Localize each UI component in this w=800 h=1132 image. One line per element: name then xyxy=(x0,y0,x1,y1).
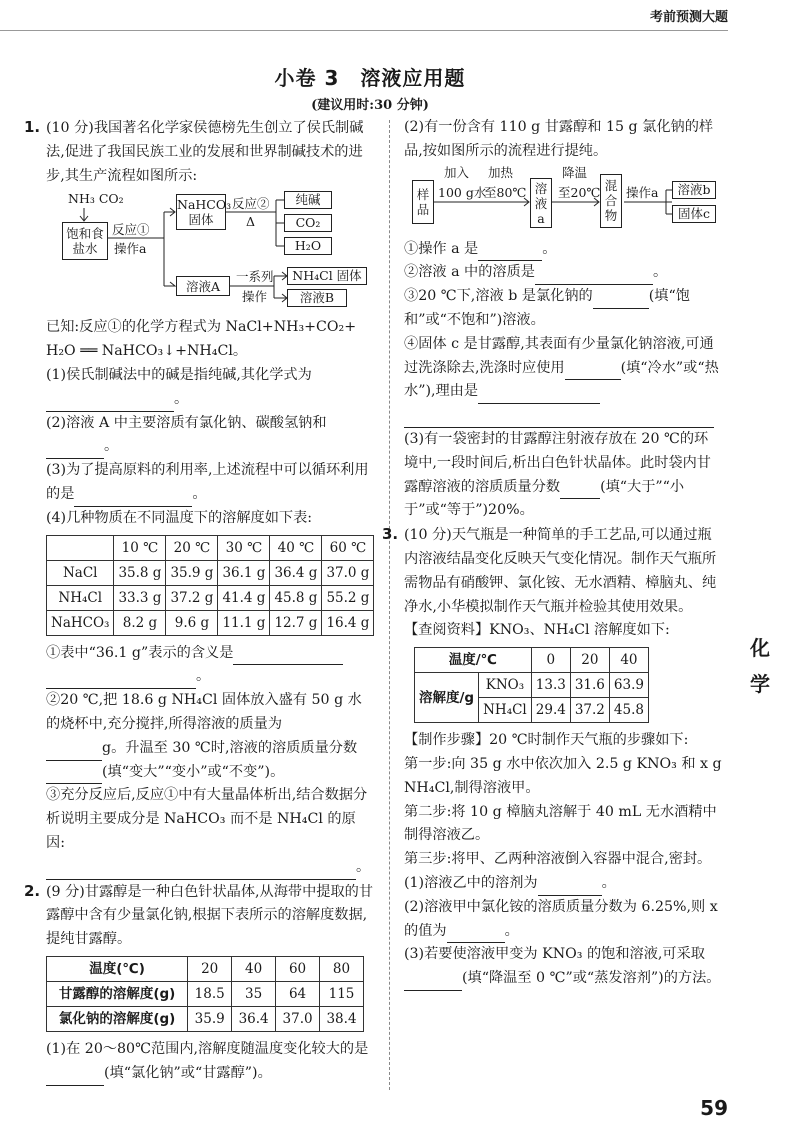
q1-part3 xyxy=(46,459,374,507)
q2-flow-cool: 降温 xyxy=(562,164,588,180)
q3-steps-title: 【制作步骤】20 ℃时制作天气瓶的步骤如下: xyxy=(404,732,689,749)
header-cell: 温度(℃) xyxy=(47,956,188,981)
brine-label-2: 盐水 xyxy=(72,241,98,257)
table-cell: 55.2 g xyxy=(322,585,374,610)
q1-flow-op: 操作 xyxy=(242,289,268,305)
table-cell: 41.4 g xyxy=(218,585,270,610)
q1-flow-nh4cl: NH₄Cl 固体 xyxy=(287,267,367,285)
table-cell: 13.3 xyxy=(531,673,570,698)
q1-flow-h2o: H₂O xyxy=(284,237,332,255)
q3-intro-text: (10 分)天气瓶是一种简单的手工艺品,可以通过瓶内溶液结晶变化反映天气变化情况。制作天气瓶所需物品有硝酸钾、氯化铵、无水酒精、樟脑丸、纯净水,小华模拟制作天气瓶并检验其使用效果。 xyxy=(404,527,717,615)
header-cell: 40 xyxy=(232,956,276,981)
q2-intro xyxy=(24,880,374,952)
header-cell: 20 xyxy=(570,648,609,673)
q1-sub3-answer xyxy=(46,856,374,880)
q1-flow-react1: 反应① xyxy=(112,222,150,238)
q1-known-2: H₂O ══ NaHCO₃↓+NH₄Cl。 xyxy=(46,343,248,360)
row-label: NaCl xyxy=(47,560,114,585)
q2-flow-add: 加入 xyxy=(444,164,470,180)
q1-s1-text: ①表中“36.1 g”表示的含义是 xyxy=(46,644,234,661)
q1-flow-nahco3 xyxy=(176,194,232,230)
q1-p2-end: 。 xyxy=(104,438,119,455)
table-cell: 38.4 xyxy=(320,1006,364,1031)
q1-known-1: 已知:反应①的化学方程式为 NaCl+NH₃+CO₂+ xyxy=(46,319,357,336)
q2-s1-end: 。 xyxy=(542,240,557,257)
q2-sub4 xyxy=(404,333,722,404)
side-tab-char-1: 化 xyxy=(750,636,770,660)
q3-part2 xyxy=(404,896,722,944)
table-cell: 35 xyxy=(232,981,276,1006)
row-group-label: 溶解度/g xyxy=(415,673,479,723)
q1-s3-end: 。 xyxy=(356,858,371,875)
table-row xyxy=(47,981,364,1006)
solution-label-1: 溶 xyxy=(534,180,548,196)
q2-sub2 xyxy=(404,261,722,285)
q2-part1 xyxy=(46,1038,374,1062)
row-label: NaHCO₃ xyxy=(47,610,114,635)
header-cell: 0 xyxy=(531,648,570,673)
sample-label-1: 样 xyxy=(416,186,430,202)
table-cell: 115 xyxy=(320,981,364,1006)
table-cell: 37.2 xyxy=(570,698,609,723)
subject-side-tab xyxy=(734,630,786,702)
q2-p3b-text: (填“大于”“小于”或“等于”)20%。 xyxy=(404,478,685,519)
q2-part3 xyxy=(404,428,722,523)
q2-flow-mixture xyxy=(600,174,622,228)
solution-label-2: 液 xyxy=(534,195,548,211)
q1-flow-soln-b: 溶液B xyxy=(287,289,347,307)
q2-sub4-answer xyxy=(404,404,722,428)
q1-part1 xyxy=(46,364,374,388)
header-cell: 60 ℃ xyxy=(322,535,374,560)
mixture-label-2: 合 xyxy=(604,192,618,208)
q1-flow-opa: 操作a xyxy=(114,241,147,257)
table-cell: 12.7 g xyxy=(270,610,322,635)
table-cell: 35.8 g xyxy=(114,560,166,585)
table-cell: 35.9 xyxy=(188,1006,232,1031)
q1-flow-brine xyxy=(62,222,108,260)
side-tab-char-2: 学 xyxy=(750,672,770,696)
q2-s4-blank-2[interactable] xyxy=(478,387,600,404)
q3-part1 xyxy=(404,872,722,896)
table-row xyxy=(47,585,374,610)
q1-p3-blank[interactable] xyxy=(74,490,192,507)
q1-p2-blank[interactable] xyxy=(46,442,104,459)
table-cell: 18.5 xyxy=(188,981,232,1006)
q1-p2-text: (2)溶液 A 中主要溶质有氯化钠、碳酸氢钠和 xyxy=(46,414,327,431)
page-title: 小卷 3 溶液应用题 xyxy=(274,66,466,90)
q1-s3-blank[interactable] xyxy=(46,863,356,880)
q2-s2-text: ②溶液 a 中的溶质是 xyxy=(404,264,535,281)
q1-intro xyxy=(24,116,374,188)
q2-part1-answer xyxy=(46,1062,374,1086)
q2-s2-end: 。 xyxy=(652,264,668,281)
q2-flow-to80: 至80℃ xyxy=(484,184,527,200)
q1-part4: (4)几种物质在不同温度下的溶解度如下表: xyxy=(46,509,313,526)
table-row xyxy=(47,1006,364,1031)
q1-s2c-text: (填“变大”“变小”或“不变”)。 xyxy=(102,763,285,780)
q3-intro xyxy=(382,523,722,619)
q1-s2-blank-2[interactable] xyxy=(46,767,102,784)
q2-flow-sample xyxy=(412,180,434,224)
q2-s4b-text: (填“冷水”或“热水”),理由是 xyxy=(404,359,719,400)
header-cell: 温度/℃ xyxy=(415,648,532,673)
table-row xyxy=(415,673,649,698)
q1-s1-end: 。 xyxy=(196,668,211,685)
q2-s1-text: ①操作 a 是 xyxy=(404,240,479,257)
q1-flow-react2: 反应② xyxy=(232,196,270,212)
q1-sub3 xyxy=(46,784,374,855)
header-cell: 80 xyxy=(320,956,364,981)
q3-p2-end: 。 xyxy=(504,922,519,939)
q2-solubility-table xyxy=(46,956,364,1032)
q2-s2-blank[interactable] xyxy=(535,268,653,285)
q2-p1-blank[interactable] xyxy=(46,1069,104,1086)
q2-p1a-text: (1)在 20～80℃范围内,溶解度随温度变化较大的是 xyxy=(46,1040,369,1057)
header-cell: 40 ℃ xyxy=(270,535,322,560)
q1-number: 1. xyxy=(24,118,41,136)
q1-part2 xyxy=(46,412,374,436)
q1-sub2 xyxy=(46,689,374,737)
q2-part2: (2)有一份含有 110 g 甘露醇和 15 g 氯化钠的样品,按如图所示的流程进行提纯。 xyxy=(404,119,714,159)
table-cell: 37.2 g xyxy=(166,585,218,610)
q3-step3: 第三步:将甲、乙两种溶液倒入容器中混合,密封。 xyxy=(404,851,712,868)
table-cell: 16.4 g xyxy=(322,610,374,635)
table-cell: 45.8 g xyxy=(270,585,322,610)
q2-p3a-text: (3)有一袋密封的甘露醇注射液存放在 20 ℃的环境中,一段时间后,析出白色针状晶体。此时袋内甘露醇溶液的溶质质量分数 xyxy=(404,430,711,495)
q3-p3a-text: (3)若要使溶液甲变为 KNO₃ 的饱和溶液,可采取 xyxy=(404,946,705,963)
table-cell: 36.1 g xyxy=(218,560,270,585)
table-cell: 31.6 xyxy=(570,673,609,698)
right-column xyxy=(382,116,722,991)
q1-p1-blank[interactable] xyxy=(46,395,174,412)
table-cell: 64 xyxy=(276,981,320,1006)
table-header-row xyxy=(47,956,364,981)
q2-s3b-text: (填“饱和”或“不饱和”)溶液。 xyxy=(404,288,690,328)
q3-step2: 第二步:将 10 g 樟脑丸溶解于 40 mL 无水酒精中制得溶液乙。 xyxy=(404,803,717,844)
q1-part2-answer xyxy=(46,435,374,459)
row-label: 甘露醇的溶解度(g) xyxy=(47,981,188,1006)
header-cell: 20 xyxy=(188,956,232,981)
header-cell xyxy=(47,535,114,560)
q2-flow-diagram xyxy=(404,166,722,236)
q2-flow-solid-c: 固体c xyxy=(672,205,716,223)
series-label: 考前预测大题 xyxy=(649,10,728,25)
q3-number: 3. xyxy=(382,525,399,544)
nahco3-label: NaHCO₃ xyxy=(177,197,232,213)
q1-p3-text: (3)为了提高原料的利用率,上述流程中可以循环利用的是 xyxy=(46,462,369,502)
q1-flow-soda: 纯碱 xyxy=(284,191,332,209)
table-cell: 29.4 xyxy=(531,698,570,723)
q3-step1: 第一步:向 35 g 水中依次加入 2.5 g KNO₃ 和 x g NH₄Cl,制得溶液甲。 xyxy=(404,755,722,796)
time-hint: (建议用时:30 分钟) xyxy=(311,98,429,113)
q3-p2a-text: (2)溶液甲中氯化铵的溶质质量分数为 6.25%,则 x 的值为 xyxy=(404,898,718,939)
q1-p3-end: 。 xyxy=(192,485,207,502)
table-cell: 8.2 g xyxy=(114,610,166,635)
column-divider xyxy=(389,120,390,1090)
q2-flow-water: 100 g水 xyxy=(438,184,487,200)
q2-flow-to20: 至20℃ xyxy=(558,184,601,200)
q2-p1b-text: (填“氯化钠”或“甘露醇”)。 xyxy=(104,1064,272,1081)
table-cell: 37.0 xyxy=(276,1006,320,1031)
q2-intro-text: (9 分)甘露醇是一种白色针状晶体,从海带中提取的甘露醇中含有少量氯化钠,根据下表所示的溶解度数据,提纯甘露醇。 xyxy=(46,883,374,948)
q2-s3-blank[interactable] xyxy=(593,292,649,309)
q2-s4a-text: ④固体 c 是甘露醇,其表面有少量氯化钠溶液,可通过洗涤除去,洗涤时应使用 xyxy=(404,335,714,376)
brine-label-1: 饱和食 xyxy=(66,226,104,242)
table-header-row xyxy=(47,535,374,560)
mixture-label-1: 混 xyxy=(604,177,618,193)
q1-flow-nh3co2: NH₃ CO₂ xyxy=(68,191,124,207)
nahco3-solid-label: 固体 xyxy=(188,212,214,228)
q2-flow-solution-b: 溶液b xyxy=(672,181,716,199)
q1-flow-series: 一系列 xyxy=(236,269,274,285)
table-cell: 36.4 xyxy=(232,1006,276,1031)
q1-s1-blank-2[interactable] xyxy=(46,672,196,689)
q1-flow-delta: Δ xyxy=(246,214,256,230)
q2-flow-solution-a xyxy=(530,178,552,228)
q1-flow-soln-a: 溶液A xyxy=(176,276,230,296)
header-rule xyxy=(0,30,728,31)
header-cell: 10 ℃ xyxy=(114,535,166,560)
q3-solubility-table xyxy=(414,647,649,723)
q1-s2a-text: ②20 ℃,把 18.6 g NH₄Cl 固体放入盛有 50 g 水的烧杯中,充分搅拌,所得溶液的质量为 xyxy=(46,692,362,732)
q3-ref: 【查阅资料】KNO₃、NH₄Cl 溶解度如下: xyxy=(404,622,670,639)
table-row xyxy=(47,560,374,585)
q2-s3a-text: ③20 ℃下,溶液 b 是氯化钠的 xyxy=(404,288,593,305)
q1-s3-text: ③充分反应后,反应①中有大量晶体析出,结合数据分析说明主要成分是 NaHCO₃ 而不是 NH₄Cl 的原因: xyxy=(46,787,368,851)
q1-s2b-text: g。升温至 30 ℃时,溶液的溶质质量分数 xyxy=(102,739,358,756)
q1-part1-answer xyxy=(46,388,374,412)
table-cell: 37.0 g xyxy=(322,560,374,585)
q2-s1-blank[interactable] xyxy=(478,244,542,261)
q3-p2-blank[interactable] xyxy=(447,926,505,943)
q3-p3-blank[interactable] xyxy=(404,974,462,991)
q1-sub1 xyxy=(46,642,374,666)
q1-intro-text: (10 分)我国著名化学家侯德榜先生创立了侯氏制碱法,促进了我国民族工业的发展和世界制碱技术的进步,其生产流程如图所示: xyxy=(46,120,364,184)
table-cell: 45.8 xyxy=(609,698,648,723)
q3-p1-blank[interactable] xyxy=(538,879,602,896)
q1-p1-end: 。 xyxy=(174,390,189,407)
page-number: 59 xyxy=(700,1096,728,1120)
table-cell: 33.3 g xyxy=(114,585,166,610)
q2-sub1 xyxy=(404,238,722,262)
q1-p1-text: (1)侯氏制碱法中的碱是指纯碱,其化学式为 xyxy=(46,366,312,383)
q1-s1-blank[interactable] xyxy=(233,648,343,665)
left-column xyxy=(24,116,374,1086)
q2-flow-heat: 加热 xyxy=(488,164,514,180)
q1-sub1-answer xyxy=(46,665,374,689)
header-cell: 30 ℃ xyxy=(218,535,270,560)
q1-s2-blank-1[interactable] xyxy=(46,744,102,761)
q2-sub3 xyxy=(404,285,722,333)
header-cell: 20 ℃ xyxy=(166,535,218,560)
header-cell: 60 xyxy=(276,956,320,981)
header-cell: 40 xyxy=(609,648,648,673)
q1-solubility-table xyxy=(46,535,374,636)
sample-label-2: 品 xyxy=(416,201,430,217)
row-label: 氯化钠的溶解度(g) xyxy=(47,1006,188,1031)
q2-flow-opa: 操作a xyxy=(626,184,659,200)
q3-p3b-text: (填“降温至 0 ℃”或“蒸发溶剂”)的方法。 xyxy=(462,970,721,987)
q3-part3 xyxy=(404,943,722,991)
table-cell: 63.9 xyxy=(609,673,648,698)
table-cell: 11.1 g xyxy=(218,610,270,635)
q2-p3-blank[interactable] xyxy=(560,482,600,499)
row-label: NH₄Cl xyxy=(479,698,532,723)
table-row xyxy=(47,610,374,635)
table-cell: 35.9 g xyxy=(166,560,218,585)
q1-flow-co2: CO₂ xyxy=(284,214,332,232)
solution-label-3: a xyxy=(537,210,545,226)
q1-flow-diagram xyxy=(46,190,374,314)
q1-sub2-cont xyxy=(46,737,374,785)
q3-p1-text: (1)溶液乙中的溶剂为 xyxy=(404,874,538,891)
table-header-row xyxy=(415,648,649,673)
mixture-label-3: 物 xyxy=(604,207,618,223)
row-label: NH₄Cl xyxy=(47,585,114,610)
table-cell: 36.4 g xyxy=(270,560,322,585)
q2-number: 2. xyxy=(24,881,41,900)
row-label: KNO₃ xyxy=(479,673,532,698)
table-cell: 9.6 g xyxy=(166,610,218,635)
q2-s4-blank-3[interactable] xyxy=(404,411,714,428)
q3-p1-end: 。 xyxy=(601,874,616,891)
q2-s4-blank-1[interactable] xyxy=(565,363,621,380)
